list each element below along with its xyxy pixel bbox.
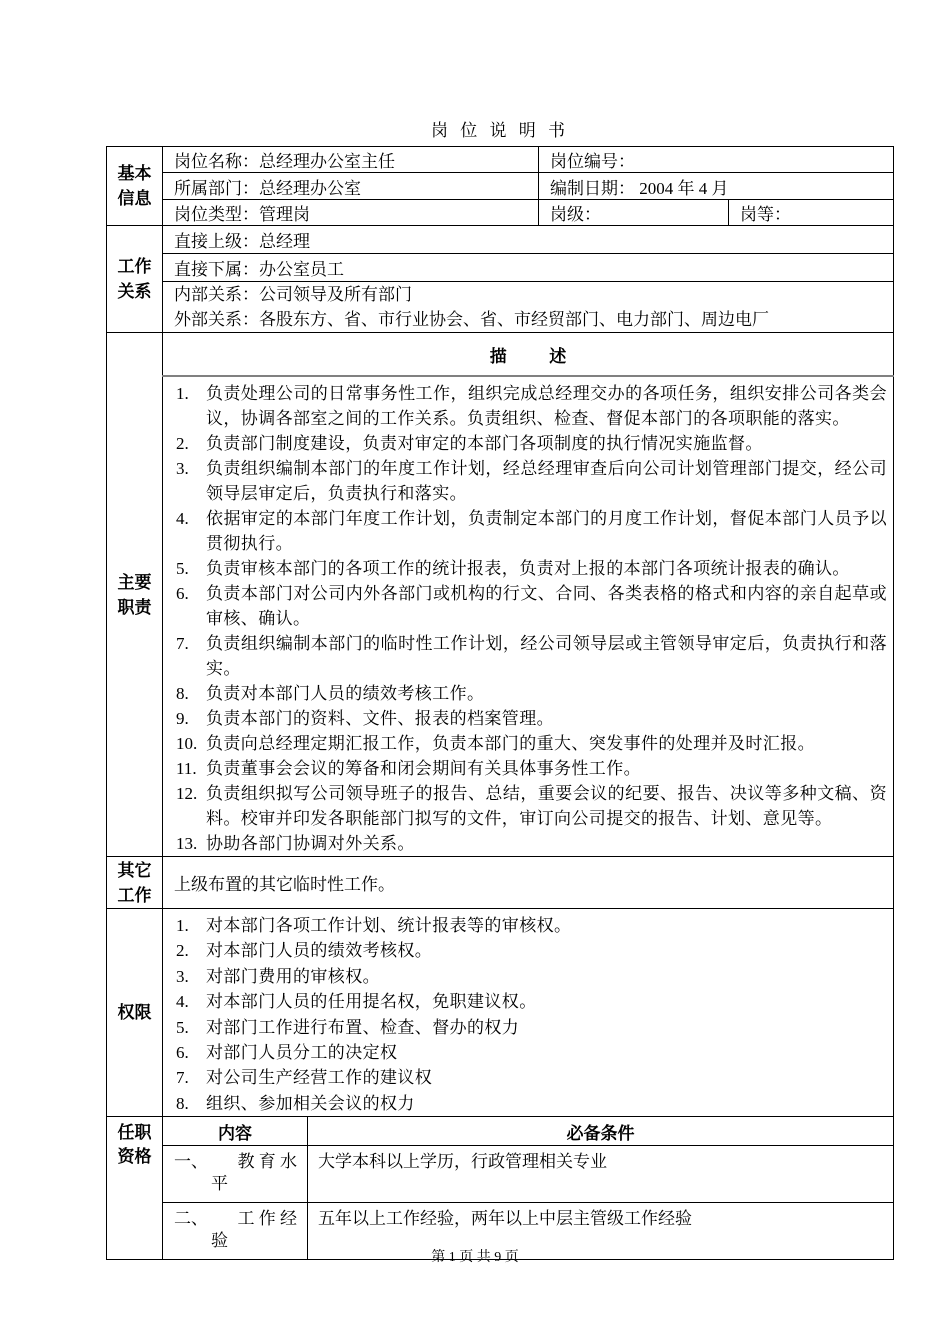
duty-item-number: 6.: [176, 584, 189, 603]
authority-item: [163, 989, 887, 1014]
duty-item-text: 负责部门制度建设，负责对审定的本部门各项制度的执行情况实施监督。: [206, 434, 763, 453]
duty-item: [163, 731, 887, 756]
authority-item-number: 8.: [176, 1093, 189, 1113]
duty-item: [163, 706, 887, 731]
page-number-footer: 第 1 页 共 9 页: [431, 1250, 519, 1265]
field-direct-superior: 直接上级：总经理: [163, 226, 894, 254]
duty-item-text: 负责对本部门人员的绩效考核工作。: [206, 684, 485, 703]
duty-item-text: 负责组织编制本部门的年度工作计划，经总经理审查后向公司计划管理部门提交，经公司领导层审定后，负责执行和落实。: [206, 459, 887, 503]
duty-item-number: 11.: [176, 759, 197, 778]
duty-item: [163, 681, 887, 706]
duties-description-header: 描 述: [163, 333, 894, 377]
authority-item-number: 1.: [176, 916, 189, 935]
field-position-name: 岗位名称：总经理办公室主任: [163, 147, 539, 173]
field-direct-subordinate: 直接下属：办公室员工: [163, 254, 894, 282]
qualification-header-requirement: 必备条件: [308, 1117, 894, 1146]
field-position-code: 岗位编号：: [539, 147, 894, 173]
authority-item: [163, 1065, 887, 1090]
duty-item-text: 依据审定的本部门年度工作计划，负责制定本部门的月度工作计划，督促本部门人员予以贯彻执行。: [206, 509, 887, 553]
duty-item-text: 负责审核本部门的各项工作的统计报表，负责对上报的本部门各项统计报表的确认。: [206, 559, 850, 578]
duty-item: [163, 831, 887, 856]
authority-item-text: 对部门费用的审核权。: [206, 966, 380, 986]
duty-item-text: 负责组织编制本部门的临时性工作计划，经公司领导层或主管领导审定后，负责执行和落实。: [206, 634, 887, 678]
authority-item-number: 2.: [176, 941, 189, 961]
field-rank: 岗等：: [729, 200, 894, 226]
qualification-row-label-line1: 教 育 水: [237, 1152, 297, 1172]
duty-item-text: 负责本部门对公司内外各部门或机构的行文、合同、各类表格的格式和内容的亲自起草或审核、确认。: [206, 584, 887, 628]
authority-item-text: 对公司生产经营工作的建议权: [206, 1068, 433, 1088]
duty-item: [163, 431, 887, 456]
duty-item-number: 1.: [176, 384, 189, 403]
duty-item: [163, 581, 887, 631]
field-relations-group: [163, 282, 894, 333]
duty-item-number: 10.: [176, 734, 198, 753]
authority-item-text: 对本部门各项工作计划、统计报表等的审核权。: [206, 916, 572, 935]
authority-item-text: 对本部门人员的绩效考核权。: [206, 941, 433, 961]
duty-item-text: 协助各部门协调对外关系。: [206, 834, 415, 853]
qualification-row-label-line2: 平: [211, 1174, 228, 1194]
authority-item: [163, 964, 887, 989]
qualification-row-label-line1: 工 作 经: [237, 1209, 297, 1229]
field-position-type: 岗位类型：管理岗: [163, 200, 539, 226]
section-qualification-label: 任职资格: [107, 1117, 163, 1260]
authority-item: [163, 913, 887, 938]
authority-item-text: 对本部门人员的任用提名权，免职建议权。: [206, 992, 537, 1012]
section-main-duties-label: 主要职责: [107, 333, 163, 857]
duty-item-text: 负责处理公司的日常事务性工作，组织完成总经理交办的各项任务，组织安排公司各类会议，协调各部室之间的工作关系。负责组织、检查、督促本部门的各项职能的落实。: [206, 384, 887, 428]
field-created-date: 编制日期： 2004 年 4 月: [539, 173, 894, 200]
authority-list: [163, 909, 894, 1117]
qualification-row-label: [163, 1146, 308, 1203]
field-department: 所属部门：总经理办公室: [163, 173, 539, 200]
other-work-content: 上级布置的其它临时性工作。: [163, 857, 894, 909]
authority-item-number: 7.: [176, 1068, 189, 1088]
field-external-relations: 外部关系：各股东方、省、市行业协会、省、市经贸部门、电力部门、周边电厂: [174, 310, 769, 329]
duty-item-text: 负责董事会会议的筹备和闭会期间有关具体事务性工作。: [206, 759, 641, 778]
field-internal-relations: 内部关系：公司领导及所有部门: [174, 285, 412, 304]
section-authority-label: 权限: [107, 909, 163, 1117]
duty-item-number: 2.: [176, 434, 189, 453]
job-description-table: [106, 146, 894, 1260]
authority-item: [163, 938, 887, 963]
duty-item: [163, 381, 887, 431]
duty-item-number: 12.: [176, 784, 198, 803]
duty-item-number: 7.: [176, 634, 189, 653]
authority-item: [163, 1091, 887, 1116]
duty-item-text: 负责本部门的资料、文件、报表的档案管理。: [206, 709, 554, 728]
duty-item-number: 3.: [176, 459, 189, 478]
duty-item: [163, 631, 887, 681]
duty-item-text: 负责向总经理定期汇报工作，负责本部门的重大、突发事件的处理并及时汇报。: [206, 734, 815, 753]
field-grade: 岗级：: [539, 200, 729, 226]
duty-item: [163, 781, 887, 831]
authority-item-text: 组织、参加相关会议的权力: [206, 1093, 415, 1113]
authority-item-text: 对部门人员分工的决定权: [206, 1043, 398, 1063]
duty-item-number: 5.: [176, 559, 189, 578]
authority-item-number: 5.: [176, 1017, 189, 1037]
authority-item-number: 4.: [176, 992, 189, 1012]
duties-list: [163, 376, 894, 857]
duty-item: [163, 556, 887, 581]
authority-item-text: 对部门工作进行布置、检查、督办的权力: [206, 1017, 520, 1037]
page-title: 岗 位 说 明 书: [431, 121, 568, 140]
duty-item-number: 13.: [176, 834, 198, 853]
duty-item: [163, 756, 887, 781]
duty-item-number: 4.: [176, 509, 189, 528]
qualification-row-requirement: 大学本科以上学历，行政管理相关专业: [308, 1146, 894, 1203]
qualification-row-index: 二、: [174, 1209, 208, 1229]
section-basic-info-label: 基本信息: [107, 147, 163, 226]
qualification-row-index: 一、: [174, 1152, 208, 1172]
authority-item: [163, 1015, 887, 1040]
qualification-row-label-line2: 验: [211, 1231, 228, 1251]
section-other-work-label: 其它工作: [107, 857, 163, 909]
duty-item-number: 8.: [176, 684, 189, 703]
authority-item-number: 6.: [176, 1043, 189, 1063]
authority-item-number: 3.: [176, 966, 189, 986]
section-work-relations-label: 工作关系: [107, 226, 163, 333]
duty-item: [163, 456, 887, 506]
duty-item-text: 负责组织拟写公司领导班子的报告、总结，重要会议的纪要、报告、决议等多种文稿、资料。校审并印发各职能部门拟写的文件，审订向公司提交的报告、计划、意见等。: [206, 784, 887, 828]
qualification-row-requirement: 五年以上工作经验，两年以上中层主管级工作经验: [308, 1203, 894, 1260]
duty-item-number: 9.: [176, 709, 189, 728]
duty-item: [163, 506, 887, 556]
qualification-header-content: 内容: [163, 1117, 308, 1146]
authority-item: [163, 1040, 887, 1065]
